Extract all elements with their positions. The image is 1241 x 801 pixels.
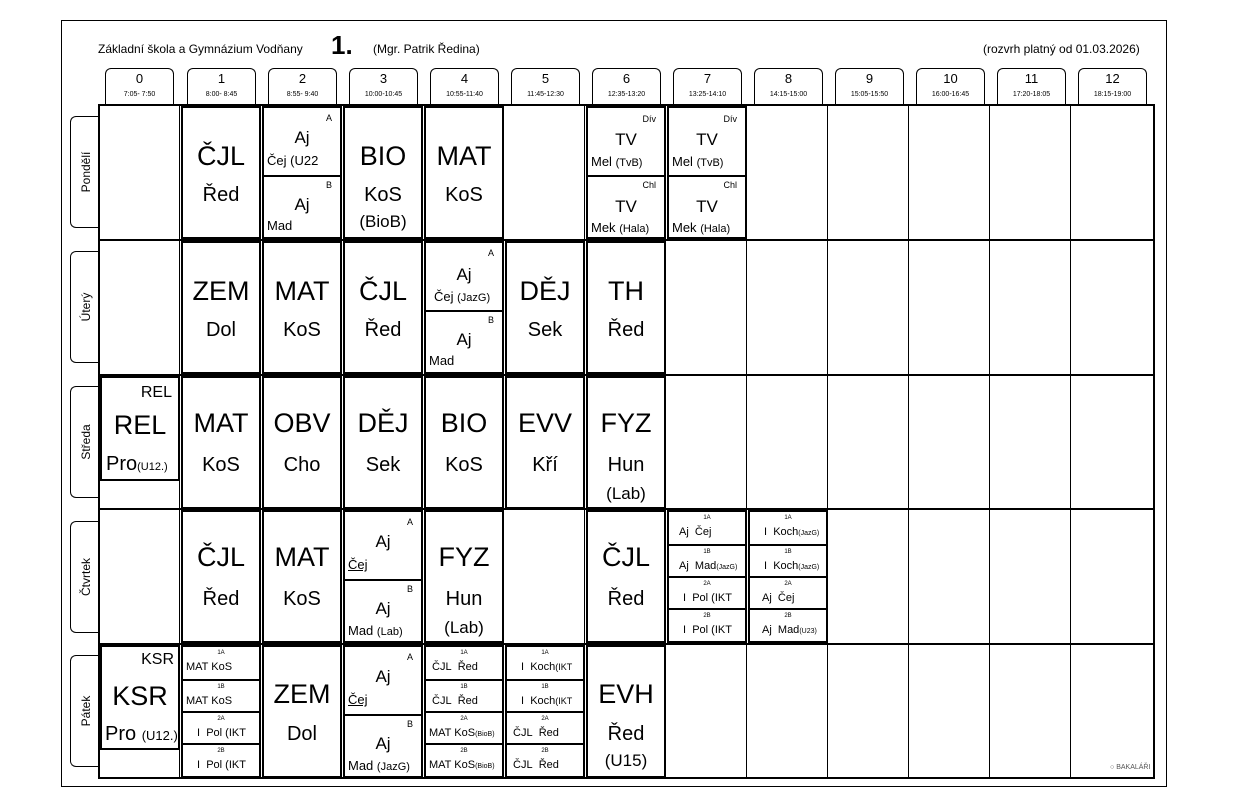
lesson-cell: ČJL Řed — [586, 510, 666, 643]
lesson-cell-split: A Aj Čej B Aj Mad (Lab) — [343, 510, 423, 643]
lesson-cell: ZEM Dol — [262, 645, 342, 778]
day-header-tuesday: Úterý — [70, 251, 100, 363]
period-header: 3 10:00-10:45 — [349, 68, 418, 104]
lesson-cell: EVH Řed (U15) — [586, 645, 666, 778]
lesson-cell: ČJL Řed — [181, 106, 261, 239]
lesson-cell: FYZ Hun (Lab) — [586, 376, 666, 509]
grid-line — [989, 104, 990, 779]
period-header: 11 17:20-18:05 — [997, 68, 1066, 104]
lesson-cell: ČJL Řed — [181, 510, 261, 643]
lesson-cell: KSR KSR Pro (U12.) — [100, 645, 180, 750]
lesson-cell: MAT KoS — [181, 376, 261, 509]
grid-line — [827, 104, 828, 779]
day-header-wednesday: Středa — [70, 386, 100, 498]
lesson-cell: BIO KoS — [424, 376, 504, 509]
lesson-cell: MAT KoS — [424, 106, 504, 239]
lesson-cell-split: A Aj Čej (U22 B Aj Mad — [262, 106, 342, 239]
period-header: 1 8:00- 8:45 — [187, 68, 256, 104]
lesson-cell-split: A Aj Čej B Aj Mad (JazG) — [343, 645, 423, 778]
bakalari-logo: ○ BAKALÁŘI — [1110, 764, 1151, 771]
day-header-thursday: Čtvrtek — [70, 521, 100, 633]
lesson-cell: OBV Cho — [262, 376, 342, 509]
lesson-cell: DĚJ Sek — [505, 241, 585, 374]
lesson-cell: DĚJ Sek — [343, 376, 423, 509]
lesson-cell-quad: 1A Aj Čej 1B Aj Mad(JazG) 2A I Pol (IKT 2B I Pol (IKT — [667, 510, 747, 643]
lesson-cell: BIO KoS (BioB) — [343, 106, 423, 239]
period-header: 10 16:00-16:45 — [916, 68, 985, 104]
lesson-cell: TH Řed — [586, 241, 666, 374]
period-header: 8 14:15-15:00 — [754, 68, 823, 104]
period-header: 9 15:05-15:50 — [835, 68, 904, 104]
period-header: 4 10:55-11:40 — [430, 68, 499, 104]
period-header: 12 18:15-19:00 — [1078, 68, 1147, 104]
class-teacher: (Mgr. Patrik Ředina) — [373, 42, 480, 56]
period-header: 7 13:25-14:10 — [673, 68, 742, 104]
lesson-cell: MAT KoS — [262, 241, 342, 374]
lesson-cell-split: Dív TV Mel (TvB) Chl TV Mek (Hala) — [667, 106, 747, 239]
lesson-cell: ZEM Dol — [181, 241, 261, 374]
lesson-cell-split: Dív TV Mel (TvB) Chl TV Mek (Hala) — [586, 106, 666, 239]
class-number: 1. — [331, 30, 353, 60]
period-header: 2 8:55- 9:40 — [268, 68, 337, 104]
grid-line — [908, 104, 909, 779]
lesson-cell: EVV Kří — [505, 376, 585, 509]
lesson-cell-quad: 1A ČJL Řed 1B ČJL Řed 2A MAT KoS(BioB) 2B MAT KoS(BioB) — [424, 645, 504, 778]
period-header: 0 7:05- 7:50 — [105, 68, 174, 104]
lesson-cell: MAT KoS — [262, 510, 342, 643]
lesson-cell-quad: 1A I Koch(IKT 1B I Koch(IKT 2A ČJL Řed 2B ČJL Řed — [505, 645, 585, 778]
day-header-monday: Pondělí — [70, 116, 100, 228]
school-name: Základní škola a Gymnázium Vodňany — [98, 42, 303, 56]
period-header: 5 11:45-12:30 — [511, 68, 580, 104]
lesson-cell-quad: 1A I Koch(JazG) 1B I Koch(JazG) 2A Aj Čej 2B Aj Mad(U23) — [748, 510, 828, 643]
lesson-cell: FYZ Hun (Lab) — [424, 510, 504, 643]
day-header-friday: Pátek — [70, 655, 100, 767]
lesson-cell: ČJL Řed — [343, 241, 423, 374]
lesson-cell-split: A Aj Čej (JazG) B Aj Mad — [424, 241, 504, 374]
lesson-cell-quad: 1A MAT KoS 1B MAT KoS 2A I Pol (IKT 2B I Pol (IKT — [181, 645, 261, 778]
period-header: 6 12:35-13:20 — [592, 68, 661, 104]
lesson-cell: REL REL Pro(U12.) — [100, 376, 180, 481]
validity-note: (rozvrh platný od 01.03.2026) — [983, 42, 1140, 56]
grid-line — [1070, 104, 1071, 779]
